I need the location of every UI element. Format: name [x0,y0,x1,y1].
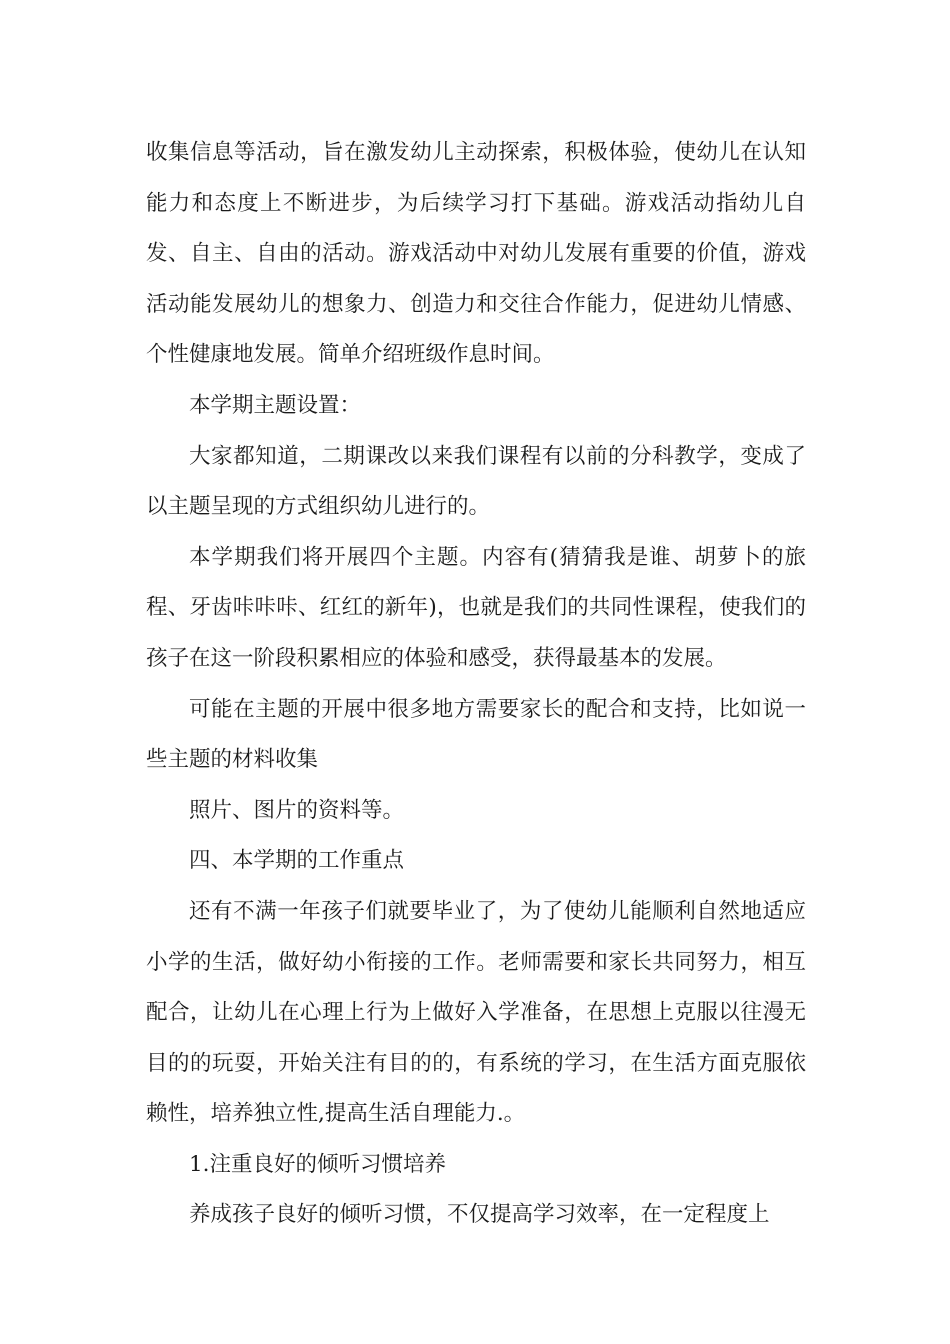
document-body [146,128,806,1241]
paragraph-listening-benefits: 养成孩子良好的倾听习惯，不仅提高学习效率，在一定程度上 [189,1202,770,1228]
paragraph-curriculum-reform: 大家都知道，二期课改以来我们课程有以前的分科教学，变成了以主题呈现的方式组织幼儿进行的。 [146,443,806,520]
section-heading-work-focus: 四、本学期的工作重点 [189,848,405,874]
paragraph-activities-summary: 收集信息等活动，旨在激发幼儿主动探索，积极体验，使幼儿在认知能力和态度上不断进步，为后续学习打下基础。游戏活动指幼儿自发、自主、自由的活动。游戏活动中对幼儿发展有重要的价值，游戏活动能发展幼儿的想象力、创造力和交往合作能力，促进幼儿情感、个性健康地发展。简单介绍班级作息时间。 [146,140,806,368]
paragraph-four-themes: 本学期我们将开展四个主题。内容有(猜猜我是谁、胡萝卜的旅程、牙齿咔咔咔、红红的新年)，也就是我们的共同性课程，使我们的孩子在这一阶段积累相应的体验和感受，获得最基本的发展。 [146,544,806,671]
paragraph-parent-support: 可能在主题的开展中很多地方需要家长的配合和支持，比如说一些主题的材料收集 [146,696,806,773]
paragraph-photo-materials: 照片、图片的资料等。 [189,797,405,823]
paragraph-theme-heading: 本学期主题设置： [189,392,362,418]
paragraph-school-readiness: 还有不满一年孩子们就要毕业了，为了使幼儿能顺利自然地适应小学的生活，做好幼小衔接的工作。老师需要和家长共同努力，相互配合，让幼儿在心理上行为上做好入学准备，在思想上克服以往漫无目的的玩耍，开始关注有目的的，有系统的学习，在生活方面克服依赖性，培养独立性,提高生活自理能力.。 [146,898,806,1127]
subheading-listening-habits: 1.注重良好的倾听习惯培养 [189,1151,447,1177]
